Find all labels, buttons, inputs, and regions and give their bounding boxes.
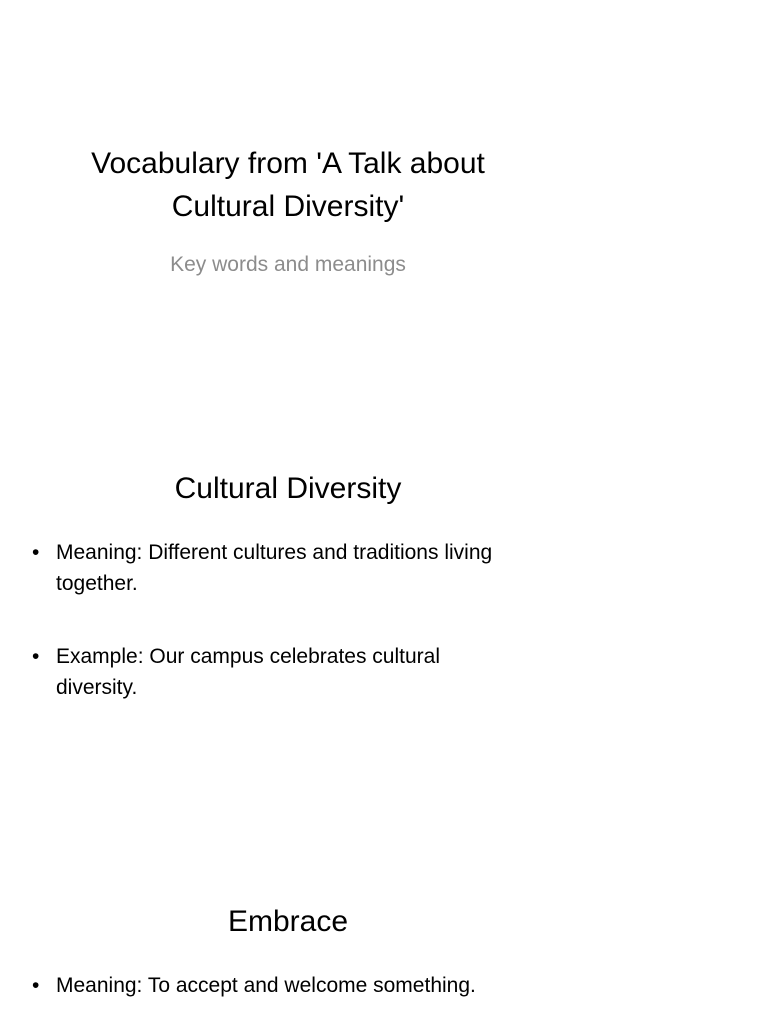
slide-heading: Cultural Diversity (174, 472, 402, 505)
bullet-icon: • (32, 541, 40, 564)
bullet-text: Meaning: To accept and welcome something. (56, 974, 476, 997)
bullet-item (32, 970, 512, 1001)
slide-embrace (0, 866, 576, 1024)
title-slide (0, 0, 576, 433)
bullet-text: Meaning: Different cultures and traditions living together. (56, 541, 493, 595)
slide-heading: Embrace (227, 905, 349, 938)
bullet-item (32, 537, 512, 599)
bullet-list (32, 537, 512, 745)
bullet-item (32, 641, 512, 703)
bullet-list (32, 970, 512, 1024)
bullet-text: Example: Our campus celebrates cultural diversity. (56, 645, 440, 699)
bullet-icon: • (32, 645, 40, 668)
presentation-title: Vocabulary from 'A Talk about Cultural Diversity' (91, 147, 485, 223)
presentation-subtitle: Key words and meanings (170, 253, 406, 276)
bullet-icon: • (32, 974, 40, 997)
slide-cultural-diversity (0, 433, 576, 866)
